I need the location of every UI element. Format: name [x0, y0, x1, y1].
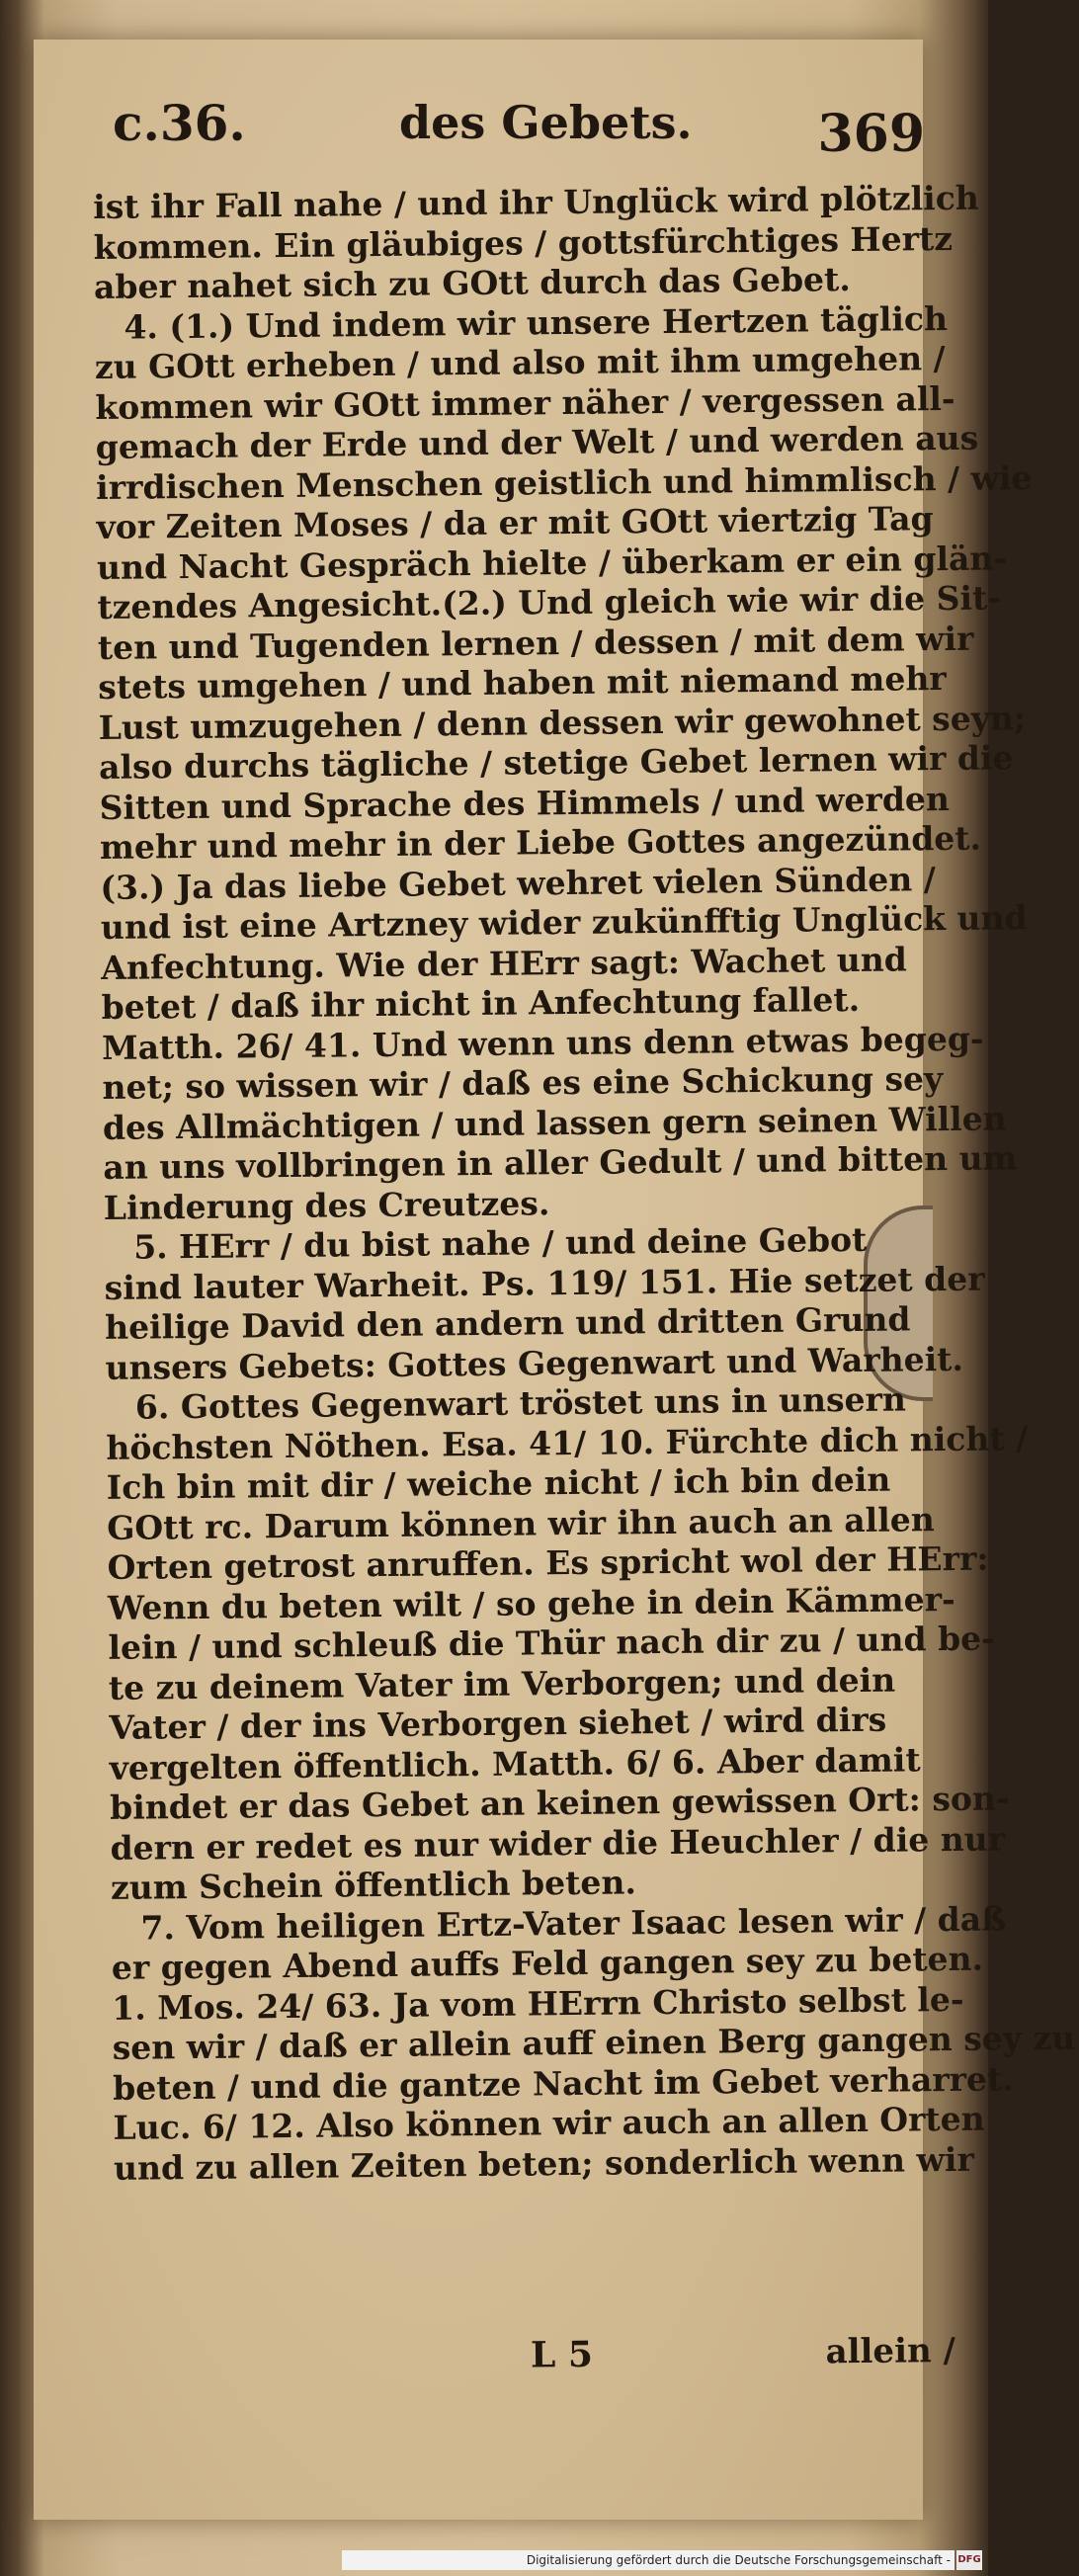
- text-line: und zu allen Zeiten beten; sonderlich wenn wir: [113, 2139, 975, 2188]
- text-line: dern er redet es nur wider die Heuchler / die nur: [110, 1818, 1006, 1868]
- text-line: und Nacht Gespräch hielte / überkam er ein glän-: [96, 538, 1008, 587]
- text-line: höchsten Nöthen. Esa. 41/ 10. Fürchte dich nicht /: [106, 1418, 1029, 1467]
- text-line: kommen. Ein gläubiges / gottsfürchtiges Hertz: [93, 218, 954, 267]
- signature-mark: L 5: [530, 2333, 594, 2376]
- text-line: ten und Tugenden lernen / dessen / mit dem wir: [97, 619, 974, 667]
- text-line: te zu deinem Vater im Verborgen; und dein: [108, 1660, 896, 1707]
- text-line: tzendes Angesicht.(2.) Und gleich wie wir die Sit-: [97, 578, 1002, 626]
- text-line: beten / und die gantze Nacht im Gebet verharret.: [112, 2058, 1014, 2108]
- page-footer: [116, 2331, 955, 2383]
- text-line: zu GOtt erheben / und also mit ihm umgehen /: [94, 338, 946, 386]
- text-line: 5. HErr / du bist nahe / und deine Gebot: [133, 1219, 868, 1267]
- text-line: zum Schein öffentlich beten.: [110, 1863, 637, 1907]
- text-line: 1. Mos. 24/ 63. Ja vom HErrn Christo selbst le-: [112, 1979, 964, 2028]
- text-line: heilige David den andern und dritten Grund: [104, 1299, 911, 1347]
- text-line: Wenn du beten wilt / so gehe in dein Kämmer-: [107, 1579, 955, 1627]
- text-line: sen wir / daß er allein auff einen Berg gangen sey zu: [112, 2018, 1076, 2067]
- text-line: 4. (1.) Und indem wir unsere Hertzen täglich: [124, 298, 949, 347]
- text-line: Vater / der ins Verborgen siehet / wird dirs: [109, 1700, 887, 1747]
- text-line: Luc. 6/ 12. Also können wir auch an allen Orten: [113, 2099, 985, 2147]
- text-line: 7. Vom heiligen Ertz-Vater Isaac lesen wir / daß: [140, 1898, 1007, 1948]
- text-line: also durchs tägliche / stetige Gebet lernen wir die: [98, 738, 1014, 787]
- text-line: sind lauter Warheit. Ps. 119/ 151. Hie setzet der: [104, 1259, 985, 1307]
- text-line: unsers Gebets: Gottes Gegenwart und Warheit.: [105, 1339, 964, 1387]
- text-line: er gegen Abend auffs Feld gangen sey zu beten.: [111, 1939, 984, 1987]
- text-line: lein / und schleuß die Thür nach dir zu / und be-: [108, 1619, 996, 1667]
- text-line: mehr und mehr in der Liebe Gottes angezündet.: [99, 818, 982, 867]
- text-line: vor Zeiten Moses / da er mit GOtt viertzig Tag: [96, 499, 934, 546]
- text-line: kommen wir GOtt immer näher / vergessen all-: [95, 378, 955, 427]
- text-line: 6. Gottes Gegenwart tröstet uns in unsern: [134, 1379, 907, 1427]
- body-text: [93, 178, 1076, 2376]
- text-line: Matth. 26/ 41. Und wenn uns denn etwas begeg-: [101, 1019, 984, 1067]
- text-line: an uns vollbringen in aller Gedult / und bitten um: [103, 1138, 1018, 1187]
- text-line: bindet er das Gebet an keinen gewissen Ort: son-: [109, 1779, 1010, 1827]
- text-line: vergelten öffentlich. Matth. 6/ 6. Aber damit: [109, 1739, 921, 1787]
- chapter-label: c.36.: [113, 94, 246, 152]
- text-line: ist ihr Fall nahe / und ihr Unglück wird plötzlich: [93, 178, 979, 226]
- text-line: stets umgehen / und haben mit niemand mehr: [98, 658, 947, 706]
- text-line: Linderung des Creutzes.: [103, 1183, 550, 1227]
- text-line: Sitten und Sprache des Himmels / und werden: [99, 779, 951, 827]
- text-line: Lust umzugehen / denn dessen wir gewohnet seyn;: [98, 698, 1027, 747]
- text-line: gemach der Erde und der Welt / und werden aus: [95, 418, 979, 466]
- text-line: des Allmächtigen / und lassen gern seinen Willen: [102, 1098, 1007, 1147]
- running-title: des Gebets.: [399, 96, 693, 149]
- dfg-logo: DFG: [956, 2550, 982, 2570]
- text-line: aber nahet sich zu GOtt durch das Gebet.: [93, 259, 851, 306]
- catchword: allein /: [825, 2330, 956, 2372]
- book-page: [34, 40, 1076, 2520]
- text-line: GOtt rc. Darum können wir ihn auch an allen: [106, 1499, 935, 1547]
- text-line: Anfechtung. Wie der HErr sagt: Wachet und: [101, 939, 908, 987]
- text-line: Orten getrost anruffen. Es spricht wol der HErr:: [107, 1538, 989, 1587]
- text-line: betet / daß ihr nicht in Anfechtung fallet.: [101, 979, 861, 1027]
- digitization-credit: Digitalisierung gefördert durch die Deutsche Forschungsgemeinschaft -: [342, 2550, 954, 2570]
- text-line: und ist eine Artzney wider zukünfftig Unglück und: [100, 898, 1028, 947]
- page-header: [73, 94, 953, 164]
- text-line: net; so wissen wir / daß es eine Schickung sey: [102, 1059, 944, 1107]
- text-line: Ich bin mit dir / weiche nicht / ich bin dein: [106, 1459, 891, 1507]
- page-number: 369: [817, 104, 925, 164]
- text-line: irrdischen Menschen geistlich und himmlisch / wie: [95, 457, 1033, 507]
- text-line: (3.) Ja das liebe Gebet wehret vielen Sünden /: [100, 859, 937, 907]
